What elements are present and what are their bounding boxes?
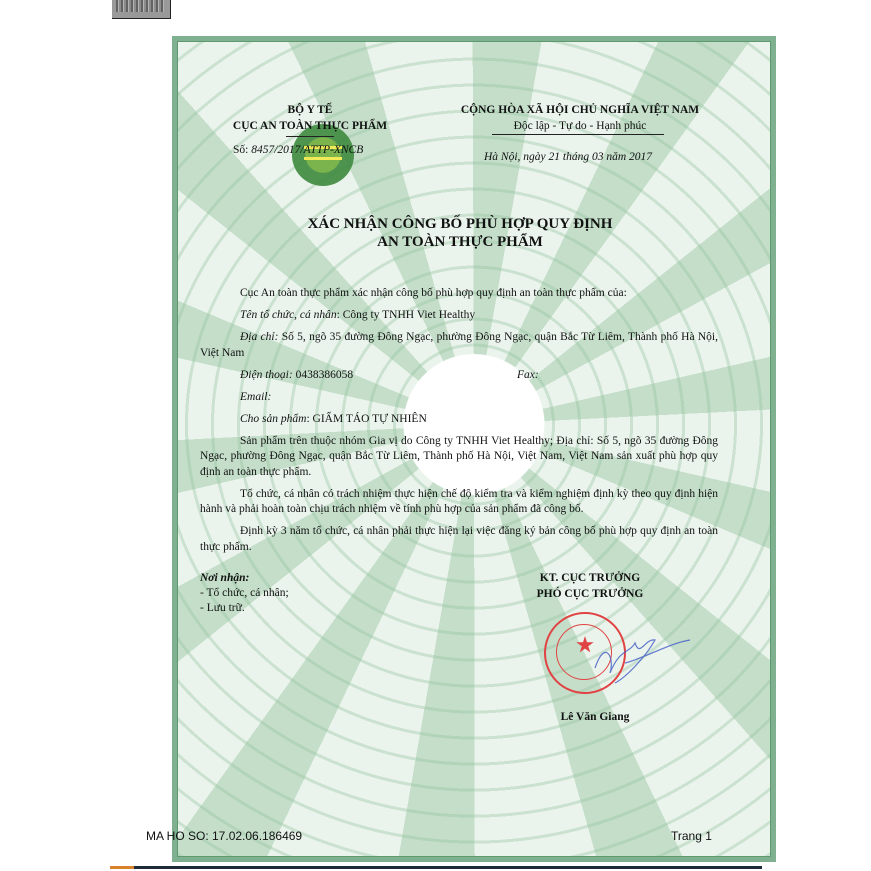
motto: Độc lập - Tự do - Hạnh phúc bbox=[513, 120, 647, 132]
certificate-body bbox=[200, 286, 718, 562]
signer-name: Lê Văn Giang bbox=[560, 711, 630, 723]
paragraph-product-group: Sản phẩm trên thuộc nhóm Gia vị do Công ty TNHH Viet Healthy; Địa chỉ: Số 5, ngõ 35 đường Đông Ngạc, phường Đông Ngạc, quận Bắc Từ Liêm, Thành phố Hà Nội, Việt Nam, Việt Nam sản xuất phù hợp quy định an toàn thực phẩm. bbox=[200, 434, 718, 478]
fax-field: Fax: bbox=[517, 368, 539, 381]
recipient-item: - Tổ chức, cá nhân; bbox=[200, 587, 289, 599]
signature-title2: PHÓ CỤC TRƯỞNG bbox=[536, 588, 644, 600]
qr-code bbox=[112, 0, 171, 19]
handwritten-signature bbox=[585, 628, 695, 688]
paragraph-responsibility: Tổ chức, cá nhân có trách nhiệm thực hiện chế độ kiểm tra và kiểm nghiệm định kỳ theo quy định hiện hành và phải hoàn toàn chịu trách nhiệm về tính phù hợp của sản phẩm đã công bố. bbox=[200, 487, 718, 515]
phone-field: Điện thoại: 0438386058 Fax: bbox=[200, 368, 718, 384]
title-line1: XÁC NHẬN CÔNG BỐ PHÙ HỢP QUY ĐỊNH bbox=[307, 216, 613, 232]
email-field: Email: bbox=[240, 390, 272, 403]
record-code: MA HO SO: 17.02.06.186469 bbox=[146, 829, 303, 843]
page-number: Trang 1 bbox=[671, 829, 712, 843]
issue-date: Hà Nội, ngày 21 tháng 03 năm 2017 bbox=[484, 151, 653, 163]
paragraph-renewal: Định kỳ 3 năm tổ chức, cá nhân phải thực hiện lại việc đăng ký bản công bố phù hợp quy định an toàn thực phẩm. bbox=[200, 525, 718, 553]
country-name: CỘNG HÒA XÃ HỘI CHỦ NGHĨA VIỆT NAM bbox=[460, 104, 700, 116]
title-line2: AN TOÀN THỰC PHẨM bbox=[377, 234, 543, 250]
document-number: Số: 8457/2017/ATTP-XNCB bbox=[233, 144, 364, 156]
signature-title1: KT. CỤC TRƯỞNG bbox=[539, 572, 641, 584]
address-field: Địa chỉ: Số 5, ngõ 35 đường Đông Ngạc, phường Đông Ngạc, quận Bắc Từ Liêm, Thành phố Hà Nội, Việt Nam bbox=[200, 331, 718, 359]
intro-text: Cục An toàn thực phẩm xác nhận công bố phù hợp quy định an toàn thực phẩm của: bbox=[240, 287, 627, 299]
department-name: CỤC AN TOÀN THỰC PHẨM bbox=[232, 120, 388, 132]
ministry-name: BỘ Y TẾ bbox=[287, 104, 333, 116]
organization-field: Tên tổ chức, cá nhân: Công ty TNHH Viet Healthy bbox=[240, 309, 476, 321]
recipient-item: - Lưu trữ. bbox=[200, 602, 245, 614]
bottom-divider bbox=[110, 866, 762, 869]
recipients-label: Nơi nhận: bbox=[200, 572, 250, 584]
product-field: Cho sản phẩm: GIẤM TÁO TỰ NHIÊN bbox=[240, 412, 427, 425]
bottom-accent bbox=[110, 866, 134, 869]
